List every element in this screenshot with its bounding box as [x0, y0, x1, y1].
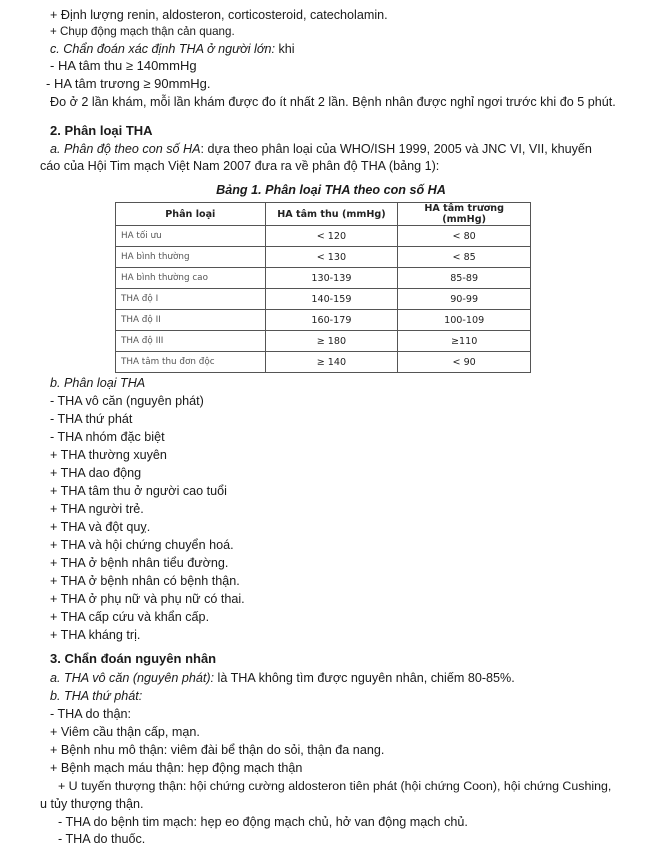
list-item: - THA nhóm đặc biệt	[50, 430, 165, 444]
paragraph-rest: : dựa theo phân loại của WHO/ISH 1999, 2005 và JNC VI, VII, khuyến	[200, 142, 592, 156]
text-line: - HA tâm thu ≥ 140mmHg	[50, 58, 197, 73]
table-cell: ≥110	[398, 331, 531, 352]
list-item: - THA thứ phát	[50, 412, 133, 426]
paragraph-line: cáo của Hội Tim mạch Việt Nam 2007 đưa ra về phân độ THA (bảng 1):	[40, 159, 440, 173]
text-line: Đo ở 2 lần khám, mỗi lần khám được đo ít nhất 2 lần. Bệnh nhân được nghỉ ngơi trước khi đo 5 phút.	[50, 95, 616, 109]
heading-italic: c. Chẩn đoán xác định THA ở người lớn:	[50, 42, 275, 56]
text-line: + Chụp động mạch thận cản quang.	[50, 25, 235, 38]
heading-rest: khi	[274, 42, 295, 56]
table-cell: 100-109	[398, 310, 531, 331]
list-item: + Bệnh nhu mô thận: viêm đài bể thận do sỏi, thận đa nang.	[50, 743, 385, 757]
section-heading: 3. Chẩn đoán nguyên nhân	[50, 651, 217, 666]
list-item: - THA do bệnh tim mạch: hẹp eo động mạch chủ, hở van động mạch chủ.	[58, 815, 468, 829]
table-cell: THA tâm thu đơn độc	[116, 352, 266, 373]
list-item: + THA người trẻ.	[50, 502, 144, 516]
paragraph-italic: a. THA vô căn (nguyên phát):	[50, 671, 215, 685]
table-cell: HA bình thường	[116, 247, 266, 268]
list-item: + Bệnh mạch máu thận: hẹp động mạch thận	[50, 761, 303, 775]
table-cell: 140-159	[265, 289, 398, 310]
table-header-cell: HA tâm thu (mmHg)	[265, 203, 398, 226]
list-item: + THA thường xuyên	[50, 448, 167, 462]
table-cell: < 130	[265, 247, 398, 268]
list-item: + THA cấp cứu và khẩn cấp.	[50, 610, 210, 624]
table-row	[116, 247, 531, 268]
list-item: + THA ở bệnh nhân có bệnh thận.	[50, 574, 240, 588]
bp-classification-table	[115, 202, 531, 373]
table-cell: 90-99	[398, 289, 531, 310]
subsection-heading	[50, 41, 295, 57]
list-item: u tủy thượng thận.	[40, 797, 144, 811]
table-cell: 160-179	[265, 310, 398, 331]
table-cell: < 85	[398, 247, 531, 268]
table-cell: < 80	[398, 226, 531, 247]
table-cell: ≥ 140	[265, 352, 398, 373]
table-row	[116, 310, 531, 331]
paragraph-line	[50, 670, 515, 686]
table-cell: 130-139	[265, 268, 398, 289]
table-header-cell: Phân loại	[116, 203, 266, 226]
table-cell: HA bình thường cao	[116, 268, 266, 289]
list-item: + THA và đột quỵ.	[50, 520, 151, 534]
list-item: + THA tâm thu ở người cao tuổi	[50, 484, 227, 498]
table-cell: HA tối ưu	[116, 226, 266, 247]
table-row	[116, 226, 531, 247]
list-item: + THA dao động	[50, 466, 142, 480]
list-item: + THA kháng trị.	[50, 628, 141, 642]
subsection-heading: b. Phân loại THA	[50, 376, 146, 390]
list-item: + THA ở phụ nữ và phụ nữ có thai.	[50, 592, 245, 606]
table-row	[116, 289, 531, 310]
section-heading: 2. Phân loại THA	[50, 123, 153, 138]
paragraph-line	[50, 141, 592, 157]
table-row	[116, 268, 531, 289]
table-cell: THA độ I	[116, 289, 266, 310]
table-cell: 85-89	[398, 268, 531, 289]
list-item: + Viêm cầu thận cấp, mạn.	[50, 725, 200, 739]
text-line: - HA tâm trương ≥ 90mmHg.	[46, 76, 211, 91]
list-item: - THA do thận:	[50, 707, 131, 721]
list-item: + U tuyến thượng thận: hội chứng cường aldosteron tiên phát (hội chứng Coon), hội chứng Cushing,	[58, 779, 612, 793]
text-line: + Định lượng renin, aldosteron, corticosteroid, catecholamin.	[50, 8, 388, 22]
table-row	[116, 331, 531, 352]
list-item: + THA và hội chứng chuyển hoá.	[50, 538, 234, 552]
table-cell: THA độ III	[116, 331, 266, 352]
table-cell: THA độ II	[116, 310, 266, 331]
list-item: - THA vô căn (nguyên phát)	[50, 394, 204, 408]
table-header-row	[116, 203, 531, 226]
paragraph-italic: a. Phân độ theo con số HA	[50, 142, 201, 156]
table-cell: ≥ 180	[265, 331, 398, 352]
list-item: + THA ở bệnh nhân tiểu đường.	[50, 556, 229, 570]
table-cell: < 120	[265, 226, 398, 247]
table-cell: < 90	[398, 352, 531, 373]
subsection-heading: b. THA thứ phát:	[50, 689, 143, 703]
table-header-cell: HA tâm trương (mmHg)	[398, 203, 531, 226]
table-caption: Bảng 1. Phân loại THA theo con số HA	[216, 183, 446, 197]
list-item: - THA do thuốc.	[58, 832, 146, 846]
paragraph-rest: là THA không tìm được nguyên nhân, chiếm 80-85%.	[214, 671, 515, 685]
table-row	[116, 352, 531, 373]
